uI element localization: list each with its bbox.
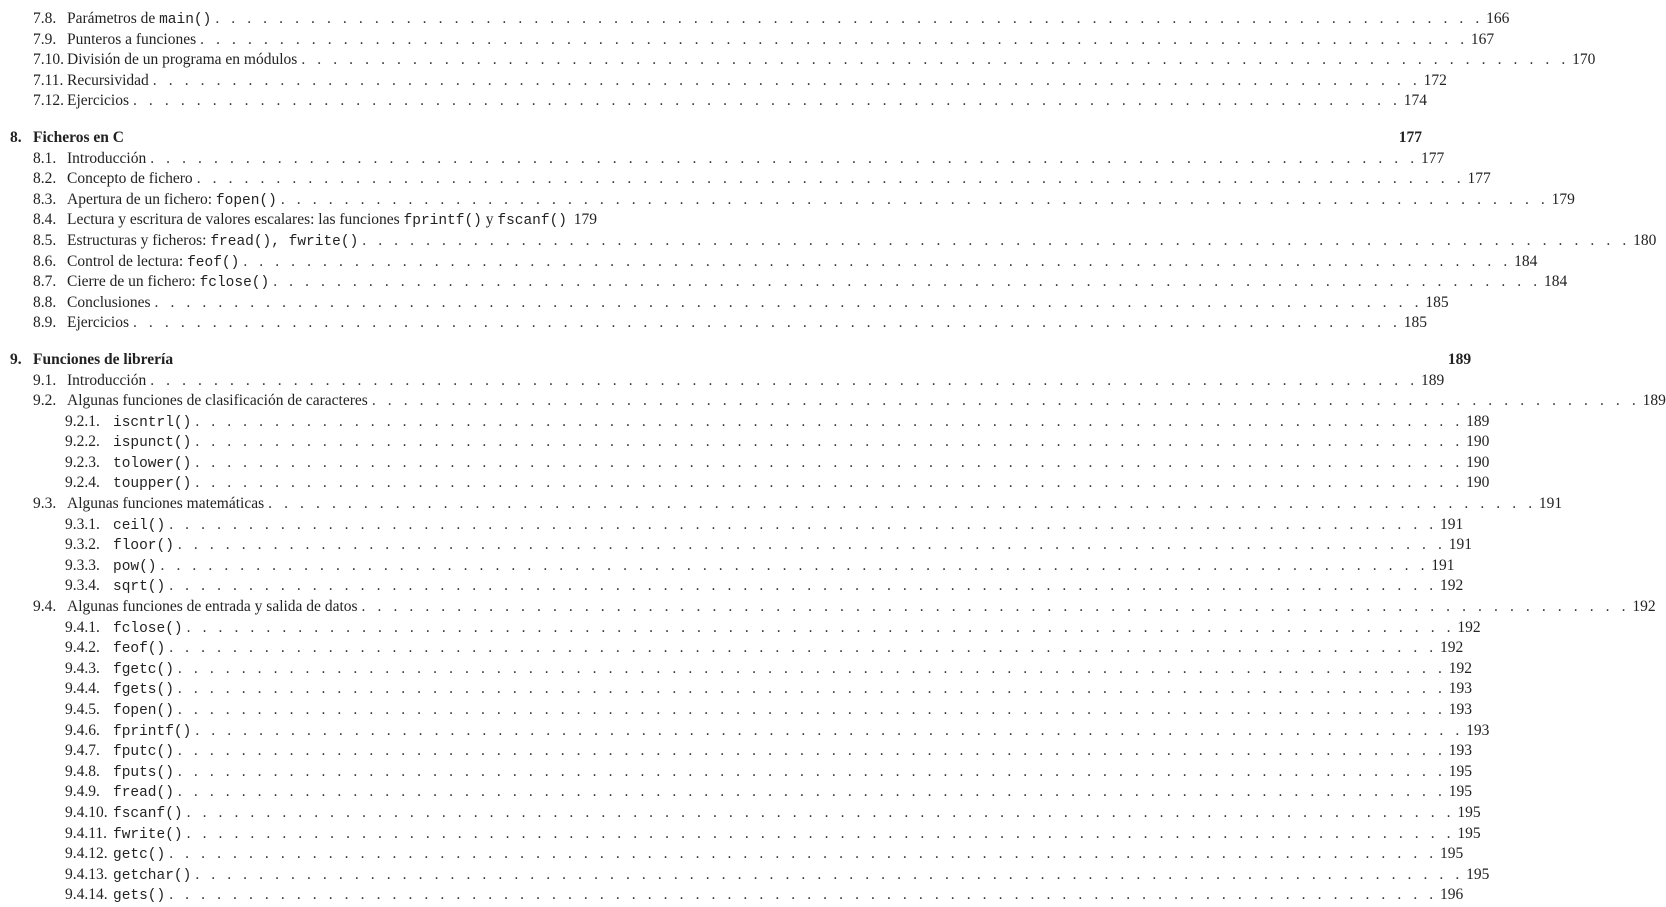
code-text: tolower() [113,455,192,472]
entry-title [113,741,174,763]
toc-entry[interactable] [0,638,1464,659]
dot-leader: . . . . . . . . . . . . . . . . . . . . . . . . . . . . . . . . . . . . . . . . . . . . . . . . . . . . . . . . . . . . . . . . . . . . . . . . . . . . . . . . [150,371,1419,389]
dot-leader: . . . . . . . . . . . . . . . . . . . . . . . . . . . . . . . . . . . . . . . . . . . . . . . . . . . . . . . . . . . . . . . . . . . . . . . . . . . . . . . . [195,721,1464,739]
toc-entry[interactable] [0,453,1490,474]
dot-leader: . . . . . . . . . . . . . . . . . . . . . . . . . . . . . . . . . . . . . . . . . . . . . . . . . . . . . . . . . . . . . . . . . . . . . . . . . . . . . . . . [301,51,1570,69]
entry-title [113,453,191,475]
page-number: 192 [1440,639,1464,657]
entry-number: 9.3.3. [65,556,100,574]
toc-entry[interactable] [0,71,1447,92]
toc-entry[interactable] [0,597,1656,618]
dot-leader: . . . . . . . . . . . . . . . . . . . . . . . . . . . . . . . . . . . . . . . . . . . . . . . . . . . . . . . . . . . . . . . . . . . . . . . . . . . . . . . . [186,618,1455,636]
page-number: 191 [1538,495,1563,513]
page-number: 184 [1514,252,1538,270]
page-number: 192 [1632,598,1656,616]
dot-leader: . . . . . . . . . . . . . . . . . . . . . . . . . . . . . . . . . . . . . . . . . . . . . . . . . . . . . . . . . . . . . . . . . . . . . . . . . . . . . . . . [169,639,1438,657]
toc-entry[interactable] [0,700,1472,721]
dot-leader: . . . . . . . . . . . . . . . . . . . . . . . . . . . . . . . . . . . . . . . . . . . . . . . . . . . . . . . . . . . . . . . . . . . . . . . . . . . . . . . . [362,231,1631,249]
code-text: getc() [113,847,166,864]
dot-leader: . . . . . . . . . . . . . . . . . . . . . . . . . . . . . . . . . . . . . . . . . . . . . . . . . . . . . . . . . . . . . . . . . . . . . . . . . . . . . . . . [243,252,1512,270]
entry-number: 9.2.4. [65,474,100,492]
dot-leader: . . . . . . . . . . . . . . . . . . . . . . . . . . . . . . . . . . . . . . . . . . . . . . . . . . . . . . . . . . . . . . . . . . . . . . . . . . . . . . . . [186,824,1455,842]
page-number: 167 [1470,30,1495,48]
entry-number: 9.4.6. [65,721,100,739]
title-text: Conclusiones [67,293,151,311]
toc-entry[interactable] [0,231,1657,252]
entry-title [113,865,191,887]
toc-entry[interactable] [0,473,1490,494]
entry-number: 9.3. [33,495,57,513]
code-text: fputs() [113,764,174,781]
code-text: ispunct() [113,435,192,452]
code-text: fread() [113,785,174,802]
code-text: fscanf() [113,805,183,822]
table-of-contents [0,9,1666,906]
entry-number: 9.1. [33,371,57,389]
code-text: pow() [113,558,157,575]
entry-title [67,71,149,92]
entry-title [67,231,358,253]
entry-number: 7.11. [33,71,64,89]
dot-leader: . . . . . . . . . . . . . . . . . . . . . . . . . . . . . . . . . . . . . . . . . . . . . . . . . . . . . . . . . . . . . . . . . . . . . . . . . . . . . . . . [195,433,1464,451]
page-number: 195 [1466,865,1490,883]
title-text: Control de lectura: [67,252,188,270]
entry-title [113,700,174,722]
toc-entry[interactable] [0,762,1472,783]
code-text: main() [159,12,212,28]
page-number: 170 [1572,51,1596,69]
entry-title [67,494,264,515]
entry-title [67,169,193,190]
entry-number: 8.1. [33,149,57,167]
dot-leader: . . . . . . . . . . . . . . . . . . . . . . . . . . . . . . . . . . . . . . . . . . . . . . . . . . . . . . . . . . . . . . . . . . . . . . . . . . . . . . . . [196,170,1465,188]
toc-entry[interactable] [0,659,1472,680]
entry-title [113,576,165,598]
entry-title [113,885,165,907]
entry-number: 9.4.13. [65,865,108,883]
code-text: feof() [113,641,166,658]
page-number: 196 [1440,886,1464,904]
entry-number: 7.12. [33,92,64,110]
page-number: 172 [1423,71,1447,89]
page-number: 180 [1633,231,1657,249]
dot-leader: . . . . . . . . . . . . . . . . . . . . . . . . . . . . . . . . . . . . . . . . . . . . . . . . . . . . . . . . . . . . . . . . . . . . . . . . . . . . . . . . [177,536,1446,554]
page-number: 189 [1420,371,1445,389]
dot-leader: . . . . . . . . . . . . . . . . . . . . . . . . . . . . . . . . . . . . . . . . . . . . . . . . . . . . . . . . . . . . . . . . . . . . . . . . . . . . . . . . [177,680,1446,698]
dot-leader: . . . . . . . . . . . . . . . . . . . . . . . . . . . . . . . . . . . . . . . . . . . . . . . . . . . . . . . . . . . . . . . . . . . . . . . . . . . . . . . . [169,577,1438,595]
toc-entry[interactable] [0,494,1563,515]
code-text: fputc() [113,744,174,761]
entry-number: 9.3.4. [65,577,100,595]
entry-number: 9.4.5. [65,701,100,718]
page-number: 191 [1448,536,1472,554]
dot-leader: . . . . . . . . . . . . . . . . . . . . . . . . . . . . . . . . . . . . . . . . . . . . . . . . . . . . . . . . . . . . . . . . . . . . . . . . . . . . . . . . [169,886,1438,904]
entry-number: 9.2.1. [65,412,100,430]
page-number: 192 [1440,577,1464,595]
entry-title [113,535,174,557]
title-text: Ejercicios [67,92,129,110]
code-text: ceil() [113,517,166,534]
entry-title [67,91,129,112]
toc-entry[interactable] [0,885,1464,906]
dot-leader: . . . . . . . . . . . . . . . . . . . . . . . . . . . . . . . . . . . . . . . . . . . . . . . . . . . . . . . . . . . . . . . . . . . . . . . . . . . . . . . . [132,314,1402,332]
entry-number: 8.5. [33,231,57,249]
entry-number: 8.4. [33,211,57,229]
page-number: 189 [1466,412,1490,430]
entry-title [113,803,183,825]
code-text: fclose() [199,275,270,292]
toc-entry[interactable] [0,210,600,231]
dot-leader: . . . . . . . . . . . . . . . . . . . . . . . . . . . . . . . . . . . . . . . . . . . . . . . . . . . . . . . . . . . . . . . . . . . . . . . . . . . . . . . . [177,762,1446,780]
toc-entry[interactable] [0,576,1464,597]
entry-number: 9. [10,350,22,368]
code-text: gets() [113,888,166,905]
code-text: fopen() [113,703,174,719]
entry-number: 9.4. [33,598,57,616]
page-number: 177 [1467,170,1491,188]
toc-entry[interactable] [0,679,1472,700]
page-number: 179 [1551,190,1575,208]
page-number: 177 [1420,149,1445,167]
entry-title [67,149,146,170]
entry-number: 9.4.7. [65,742,100,760]
entry-title [67,272,269,294]
dot-leader: . . . . . . . . . . . . . . . . . . . . . . . . . . . . . . . . . . . . . . . . . . . . . . . . . . . . . . . . . . . . . . . . . . . . . . . . . . . . . . . . [177,742,1446,760]
toc-entry[interactable] [0,9,1510,30]
code-text: fgets() [113,682,174,699]
toc-entry[interactable] [0,782,1472,803]
page-number: 166 [1486,10,1510,27]
dot-leader: . . . . . . . . . . . . . . . . . . . . . . . . . . . . . . . . . . . . . . . . . . . . . . . . . . . . . . . . . . . . . . . . . . . . . . . . . . . . . . . . [195,412,1464,430]
code-text: fgetc() [113,661,174,678]
dot-leader: . . . . . . . . . . . . . . . . . . . . . . . . . . . . . . . . . . . . . . . . . . . . . . . . . . . . . . . . . . . . . . . . . . . . . . . . . . . . . . . . [186,803,1455,821]
toc-entry[interactable] [0,169,1491,190]
code-text: fread(), fwrite() [210,233,359,250]
entry-title [67,252,239,274]
entry-title [67,30,196,51]
toc-entry[interactable] [0,844,1464,865]
entry-number: 9.4.10. [65,803,108,821]
entry-number: 9.4.9. [65,783,100,801]
entry-title [67,293,151,314]
toc-entry[interactable] [0,721,1490,742]
entry-number: 9.4.3. [65,659,100,677]
page-number: 189 [1642,392,1666,410]
dot-leader: . . . . . . . . . . . . . . . . . . . . . . . . . . . . . . . . . . . . . . . . . . . . . . . . . . . . . . . . . . . . . . . . . . . . . . . . . . . . . . . . [195,474,1464,492]
toc-entry[interactable] [0,91,1428,112]
page-number: 195 [1457,824,1481,842]
entry-title [67,50,297,71]
toc-entry[interactable] [0,293,1449,314]
entry-title [113,638,165,660]
toc-entry[interactable] [0,371,1445,392]
title-text: Recursividad [67,71,149,89]
entry-title [113,762,174,784]
code-text: feof() [187,254,240,271]
dot-leader: . . . . . . . . . . . . . . . . . . . . . . . . . . . . . . . . . . . . . . . . . . . . . . . . . . . . . . . . . . . . . . . . . . . . . . . . . . . . . . . . [177,783,1446,801]
dot-leader: . . . . . . . . . . . . . . . . . . . . . . . . . . . . . . . . . . . . . . . . . . . . . . . . . . . . . . . . . . . . . . . . . . . . . . . . . . . . . . . . [371,392,1640,410]
entry-title [113,412,191,434]
entry-title [113,659,174,681]
dot-leader: . . . . . . . . . . . . . . . . . . . . . . . . . . . . . . . . . . . . . . . . . . . . . . . . . . . . . . . . . . . . . . . . . . . . . . . . . . . . . . . . [169,845,1438,863]
dot-leader: . . . . . . . . . . . . . . . . . . . . . . . . . . . . . . . . . . . . . . . . . . . . . . . . . . . . . . . . . . . . . . . . . . . . . . . . . . . . . . . . [154,293,1423,311]
toc-entry[interactable] [0,272,1568,293]
page-number: 177 [1398,128,1423,146]
toc-entry[interactable] [0,190,1575,211]
entry-number: 8.2. [33,170,57,188]
page-number: 184 [1543,273,1568,291]
entry-number: 9.3.1. [65,515,100,533]
title-text: Introducción [67,371,147,389]
title-text: y [481,211,498,229]
page-number: 192 [1457,618,1481,636]
page-number: 193 [1448,680,1472,698]
dot-leader: . . . . . . . . . . . . . . . . . . . . . . . . . . . . . . . . . . . . . . . . . . . . . . . . . . . . . . . . . . . . . . . . . . . . . . . . . . . . . . . . [195,865,1464,883]
code-text: fclose() [113,620,183,637]
title-text: Apertura de un fichero: [67,190,216,208]
toc-entry[interactable] [0,412,1490,433]
entry-title [67,313,129,334]
title-text: Estructuras y ficheros: [67,231,211,249]
page-number: 193 [1448,701,1472,718]
toc-chapter[interactable] [0,350,1472,371]
entry-title [67,190,277,212]
toc-chapter[interactable] [0,128,1423,149]
code-text: fopen() [215,192,277,209]
title-text: Punteros a funciones [67,30,197,48]
page-number: 174 [1403,92,1428,110]
entry-title [113,721,191,743]
title-text: Algunas funciones matemáticas [67,495,265,513]
page-number: 192 [1448,659,1472,677]
entry-number: 8.7. [33,273,57,291]
toc-entry[interactable] [0,535,1472,556]
dot-leader: . . . . . . . . . . . . . . . . . . . . . . . . . . . . . . . . . . . . . . . . . . . . . . . . . . . . . . . . . . . . . . . . . . . . . . . . . . . . . . . . [215,10,1484,27]
entry-title [67,371,146,392]
code-text: toupper() [113,476,192,493]
toc-entry[interactable] [0,313,1428,334]
entry-number: 7.10. [33,51,64,69]
title-text: Algunas funciones de entrada y salida de datos [67,598,358,616]
entry-number: 9.4.11. [65,824,108,842]
entry-title [67,391,368,412]
dot-leader: . . . . . . . . . . . . . . . . . . . . . . . . . . . . . . . . . . . . . . . . . . . . . . . . . . . . . . . . . . . . . . . . . . . . . . . . . . . . . . . . [268,495,1537,513]
toc-entry[interactable] [0,741,1472,762]
entry-title [67,597,358,618]
entry-number: 8.6. [33,252,57,270]
page-number: 195 [1440,845,1464,863]
entry-number: 9.4.12. [65,845,108,863]
title-text: Introducción [67,149,147,167]
page-number: 179 [573,211,597,229]
toc-entry[interactable] [0,556,1455,577]
entry-title [33,350,173,371]
entry-number: 9.4.14. [65,886,108,904]
code-text: iscntrl() [113,414,192,431]
page-number: 189 [1447,350,1472,368]
entry-title [113,432,191,454]
entry-title [113,618,183,640]
code-text: fprintf() [403,213,482,230]
toc-entry[interactable] [0,432,1490,453]
title-text: Cierre de un fichero: [67,273,200,291]
entry-title [113,473,191,495]
title-text: Ficheros en C [33,128,124,146]
entry-number: 9.2. [33,392,57,410]
code-text: fprintf() [113,723,192,740]
entry-number: 8.9. [33,314,57,332]
entry-title [113,556,157,578]
entry-number: 9.2.2. [65,433,100,451]
code-text: sqrt() [113,579,166,596]
page-number: 190 [1466,433,1490,451]
page-number: 190 [1466,453,1490,471]
entry-title [67,9,211,31]
toc-entry[interactable] [0,149,1445,170]
title-text: Algunas funciones de clasificación de caracteres [67,392,368,410]
entry-number: 9.4.8. [65,762,100,780]
entry-title [113,679,174,701]
toc-entry[interactable] [0,252,1538,273]
title-text: División de un programa en módulos [67,51,298,69]
entry-number: 9.4.1. [65,618,100,636]
title-text: Lectura y escritura de valores escalares: las funciones [67,211,404,229]
toc-entry[interactable] [0,865,1490,886]
dot-leader: . . . . . . . . . . . . . . . . . . . . . . . . . . . . . . . . . . . . . . . . . . . . . . . . . . . . . . . . . . . . . . . . . . . . . . . . . . . . . . . . [177,701,1446,718]
dot-leader: . . . . . . . . . . . . . . . . . . . . . . . . . . . . . . . . . . . . . . . . . . . . . . . . . . . . . . . . . . . . . . . . . . . . . . . . . . . . . . . . [177,659,1446,677]
dot-leader: . . . . . . . . . . . . . . . . . . . . . . . . . . . . . . . . . . . . . . . . . . . . . . . . . . . . . . . . . . . . . . . . . . . . . . . . . . . . . . . . [150,149,1419,167]
page-number: 193 [1466,721,1490,739]
toc-entry[interactable] [0,50,1596,71]
entry-number: 7.9. [33,30,57,48]
entry-title [113,844,165,866]
code-text: getchar() [113,867,192,884]
entry-number: 8.3. [33,190,57,208]
dot-leader: . . . . . . . . . . . . . . . . . . . . . . . . . . . . . . . . . . . . . . . . . . . . . . . . . . . . . . . . . . . . . . . . . . . . . . . . . . . . . . . . [195,453,1464,471]
code-text: fwrite() [113,826,183,843]
entry-title [113,515,165,537]
code-text: fscanf() [497,213,567,230]
page-number: 193 [1448,742,1472,760]
dot-leader: . . . . . . . . . . . . . . . . . . . . . . . . . . . . . . . . . . . . . . . . . . . . . . . . . . . . . . . . . . . . . . . . . . . . . . . . . . . . . . . . [160,556,1429,574]
page-number: 191 [1431,556,1455,574]
code-text: floor() [113,538,174,555]
toc-entry[interactable] [0,30,1495,51]
title-text: Funciones de librería [33,350,174,368]
entry-number: 7.8. [33,10,57,27]
page-number: 185 [1403,314,1428,332]
page-number: 191 [1440,515,1464,533]
entry-number: 9.4.4. [65,680,100,698]
entry-title [67,210,567,232]
dot-leader: . . . . . . . . . . . . . . . . . . . . . . . . . . . . . . . . . . . . . . . . . . . . . . . . . . . . . . . . . . . . . . . . . . . . . . . . . . . . . . . . [169,515,1438,533]
entry-number: 9.2.3. [65,453,100,471]
toc-entry[interactable] [0,515,1464,536]
entry-title [113,824,183,846]
toc-entry[interactable] [0,803,1481,824]
dot-leader: . . . . . . . . . . . . . . . . . . . . . . . . . . . . . . . . . . . . . . . . . . . . . . . . . . . . . . . . . . . . . . . . . . . . . . . . . . . . . . . . [273,273,1542,291]
toc-entry[interactable] [0,824,1481,845]
entry-number: 8.8. [33,293,57,311]
dot-leader: . . . . . . . . . . . . . . . . . . . . . . . . . . . . . . . . . . . . . . . . . . . . . . . . . . . . . . . . . . . . . . . . . . . . . . . . . . . . . . . . [280,190,1549,208]
page-number: 195 [1457,803,1481,821]
entry-title [33,128,124,149]
title-text: Parámetros de [67,10,160,27]
title-text: Ejercicios [67,314,129,332]
entry-number: 8. [10,128,22,146]
title-text: Concepto de fichero [67,170,193,188]
entry-title [113,782,174,804]
entry-number: 9.4.2. [65,639,100,657]
page-number: 190 [1466,474,1490,492]
page-number: 185 [1425,293,1449,311]
page-number: 195 [1448,783,1472,801]
entry-number: 9.3.2. [65,536,100,554]
dot-leader: . . . . . . . . . . . . . . . . . . . . . . . . . . . . . . . . . . . . . . . . . . . . . . . . . . . . . . . . . . . . . . . . . . . . . . . . . . . . . . . . [132,92,1402,110]
dot-leader: . . . . . . . . . . . . . . . . . . . . . . . . . . . . . . . . . . . . . . . . . . . . . . . . . . . . . . . . . . . . . . . . . . . . . . . . . . . . . . . . [152,71,1421,89]
dot-leader: . . . . . . . . . . . . . . . . . . . . . . . . . . . . . . . . . . . . . . . . . . . . . . . . . . . . . . . . . . . . . . . . . . . . . . . . . . . . . . . . [361,598,1630,616]
toc-entry[interactable] [0,391,1666,412]
page-number: 195 [1448,762,1472,780]
toc-entry[interactable] [0,618,1481,639]
dot-leader: . . . . . . . . . . . . . . . . . . . . . . . . . . . . . . . . . . . . . . . . . . . . . . . . . . . . . . . . . . . . . . . . . . . . . . . . . . . . . . . . [200,30,1469,48]
